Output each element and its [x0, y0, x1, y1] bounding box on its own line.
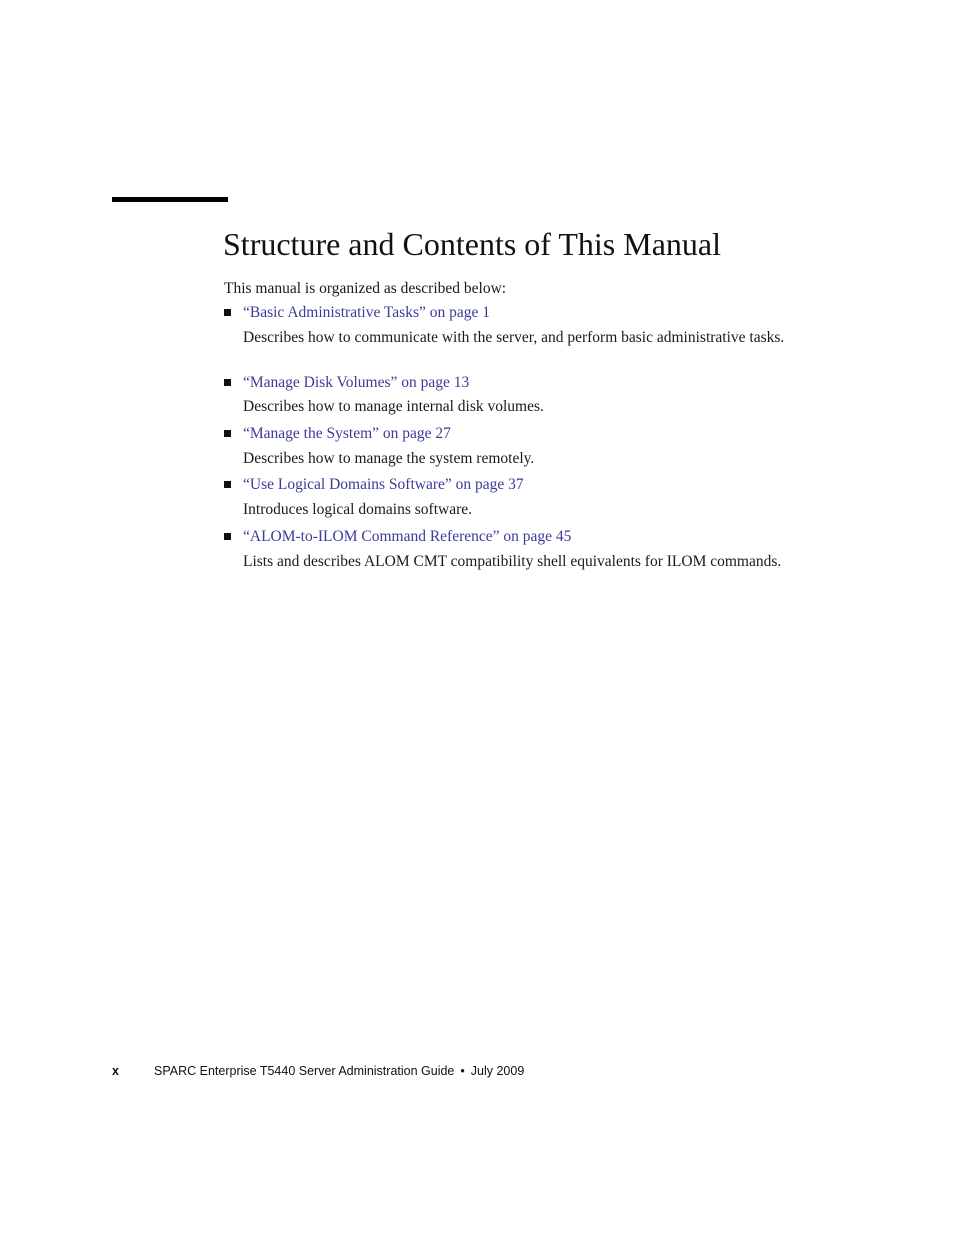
footer-separator: • [460, 1064, 465, 1078]
footer-date: July 2009 [470, 1064, 525, 1078]
item-description: Describes how to manage internal disk volumes. [243, 398, 544, 415]
page-footer [112, 1063, 524, 1079]
bullet-icon [224, 379, 231, 386]
item-description: Describes how to manage the system remotely. [243, 450, 535, 467]
page-title: Structure and Contents of This Manual [223, 226, 721, 262]
link-manage-the-system[interactable]: “Manage the System” on page 27 [243, 425, 451, 442]
bullet-icon [224, 533, 231, 540]
page-number: x [112, 1064, 119, 1078]
link-alom-to-ilom-command-reference[interactable]: “ALOM-to-ILOM Command Reference” on page 45 [243, 528, 572, 545]
link-manage-disk-volumes[interactable]: “Manage Disk Volumes” on page 13 [243, 374, 470, 391]
item-description: Introduces logical domains software. [243, 501, 472, 518]
section-rule [112, 197, 228, 202]
item-description: Lists and describes ALOM CMT compatibility shell equivalents for ILOM commands. [243, 553, 782, 570]
bullet-icon [224, 481, 231, 488]
bullet-icon [224, 309, 231, 316]
link-use-logical-domains-software[interactable]: “Use Logical Domains Software” on page 37 [243, 476, 524, 493]
item-description: Describes how to communicate with the server, and perform basic administrative tasks. [243, 329, 785, 346]
footer-title: SPARC Enterprise T5440 Server Administration Guide [154, 1064, 455, 1078]
intro-text: This manual is organized as described below: [224, 280, 507, 297]
bullet-icon [224, 430, 231, 437]
link-basic-administrative-tasks[interactable]: “Basic Administrative Tasks” on page 1 [243, 304, 491, 321]
